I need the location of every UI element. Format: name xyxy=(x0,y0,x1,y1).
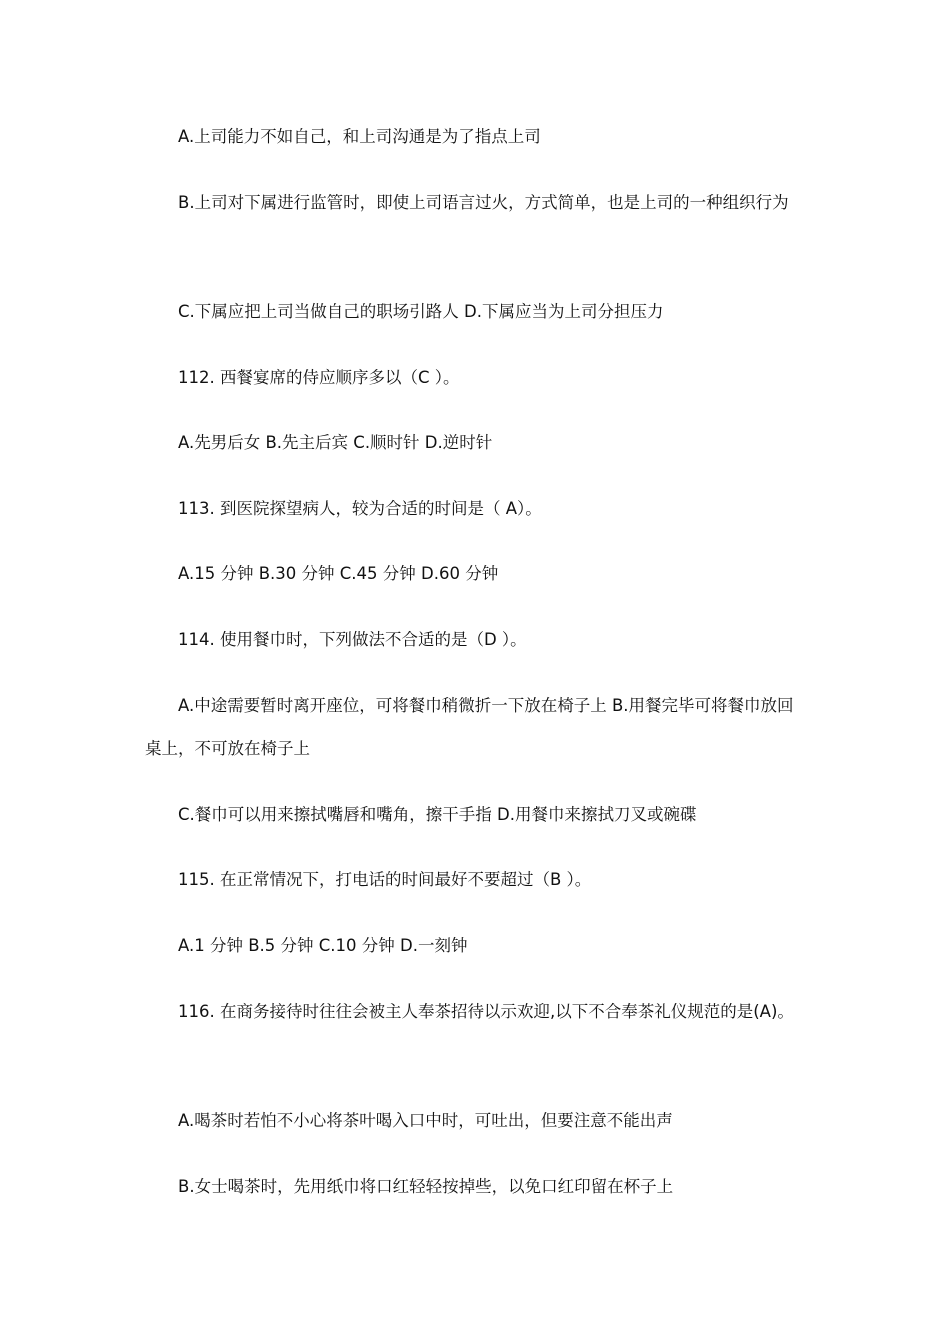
options-115: A.1 分钟 B.5 分钟 C.10 分钟 D.一刻钟 xyxy=(178,936,468,955)
question-113: 113. 到医院探望病人，较为合适的时间是（ A）。 xyxy=(178,499,542,518)
option-116-a: A.喝茶时若怕不小心将茶叶喝入口中时，可吐出，但要注意不能出声 xyxy=(178,1111,673,1130)
question-112: 112. 西餐宴席的侍应顺序多以（C ）。 xyxy=(178,368,460,387)
options-114-ab: A.中途需要暂时离开座位，可将餐巾稍微折一下放在椅子上 B.用餐完毕可将餐巾放回桌上，不可放在椅子上 xyxy=(145,696,794,758)
paragraph-option-b-boss: B.上司对下属进行监管时，即使上司语言过火，方式简单，也是上司的一种组织行为 xyxy=(178,193,789,212)
paragraph-option-cd-boss: C.下属应把上司当做自己的职场引路人 D.下属应当为上司分担压力 xyxy=(178,302,664,321)
options-114-cd: C.餐巾可以用来擦拭嘴唇和嘴角，擦干手指 D.用餐巾来擦拭刀叉或碗碟 xyxy=(178,805,697,824)
options-113: A.15 分钟 B.30 分钟 C.45 分钟 D.60 分钟 xyxy=(178,564,499,583)
question-115: 115. 在正常情况下，打电话的时间最好不要超过（B ）。 xyxy=(178,870,592,889)
options-112: A.先男后女 B.先主后宾 C.顺时针 D.逆时针 xyxy=(178,433,493,452)
paragraph-option-a-boss: A.上司能力不如自己，和上司沟通是为了指点上司 xyxy=(178,127,541,146)
question-116: 116. 在商务接待时往往会被主人奉茶招待以示欢迎,以下不合奉茶礼仪规范的是(A)。 xyxy=(178,1002,794,1021)
option-116-b: B.女士喝茶时，先用纸巾将口红轻轻按掉些，以免口红印留在杯子上 xyxy=(178,1177,674,1196)
question-114: 114. 使用餐巾时，下列做法不合适的是（D ）。 xyxy=(178,630,527,649)
